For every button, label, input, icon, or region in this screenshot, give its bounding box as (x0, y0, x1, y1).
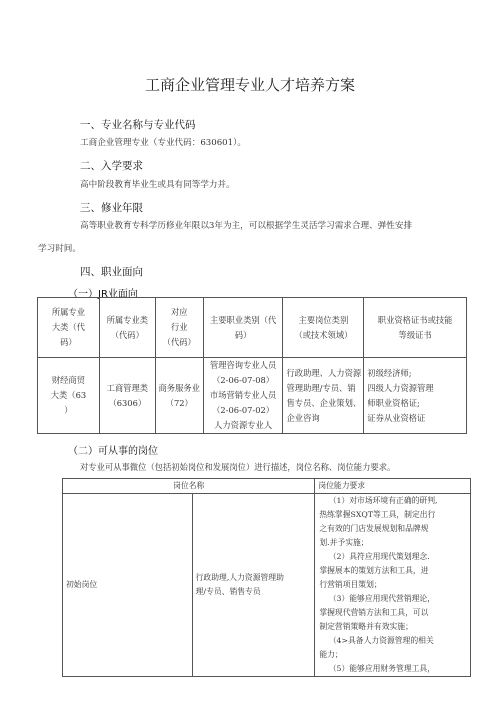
section-2-heading: 二、入学要求 (80, 160, 143, 172)
table-row (63, 494, 471, 677)
header-cell: 所属专业 大类（代 码） (38, 298, 100, 358)
table-cell: 初级经济师; 四级人力资源管理 师职业资格证; 证券从业资格证 (364, 358, 467, 434)
header-cell: 主要岗位类别 （或技术领域） (283, 298, 364, 358)
table-row (38, 358, 467, 434)
section-2-text: 高中阶段教育毕业生或具有同等学力并。 (80, 180, 235, 190)
table-cell: 初始岗位 (63, 494, 193, 677)
header-cell: 岗位能力要求 (315, 479, 471, 494)
table-cell: 管理咨询专业人员 （2-06-07-08） 市场营销专业人员 （2-06-07-02） 人力资源专业人 (203, 358, 283, 434)
section-1-text: 工商企业管理专业（专业代码：630601）。 (80, 138, 247, 148)
table-cell: 工商管理类 （6306） (99, 358, 155, 434)
table-cell: 行政助理、人力资源 管理助理/专员、销 售专员、企业策划、 企业咨询 (283, 358, 364, 434)
table-cell: 财经商贸 大类（63 ） (38, 358, 100, 434)
table-cell: 商务服务业 （72） (155, 358, 203, 434)
table-header-row (38, 298, 467, 358)
occupation-table (37, 297, 467, 434)
header-cell: 对应 行业 （代码） (155, 298, 203, 358)
header-cell: 所属专业类 （代码） (99, 298, 155, 358)
section-4-heading: 四、职业面向 (80, 266, 143, 278)
subsection-1-heading: （一）JR业面向 (68, 289, 138, 300)
section-1-heading: 一、专业名称与专业代码 (80, 119, 196, 131)
subsection-2-heading: （二）可从事的岗位 (68, 446, 158, 457)
header-cell: 岗位名称 (63, 479, 315, 494)
table-header-row (63, 479, 471, 494)
section-3-text-line2: 学习时间。 (38, 244, 81, 254)
subsection-2-text: 对专业可从事微位（包括初始岗位和发展岗位）进行描述，岗位名称、岗位能力要求。 (80, 462, 396, 472)
section-3-heading: 三、修业年限 (80, 202, 143, 214)
document-title: 工商企业管理专业人才培养方案 (144, 76, 355, 94)
table-cell: （1）对市场环境有正确的研判, 热练掌握SXQT等工具，制定出行 之有效的门店发展规划和品牌规 划.并予实施； （2）具符应用现代策划理念. 掌握展本的策划方法和工具，进 行营销项目策划； （3）能够应用现代营销理论， 掌握现代营销方法和工具，可以 制定营销策略并有效实施； （4>具备人力资源管理的相关 能力； （5）能够应用财务管理工具， (315, 494, 471, 677)
table-cell: 行政助理,人力资源管理助 理/专员、销售专员 (192, 494, 315, 677)
header-cell: 职业资格证书或技能 等级证书 (364, 298, 467, 358)
header-cell: 主要职业类别（代码） (203, 298, 283, 358)
section-3-text-line1: 高等职业教育专科学历修业年限以3年为主，可以根据学生灵活学习需求合理、弹性安排 (80, 221, 413, 231)
position-table (62, 478, 471, 677)
